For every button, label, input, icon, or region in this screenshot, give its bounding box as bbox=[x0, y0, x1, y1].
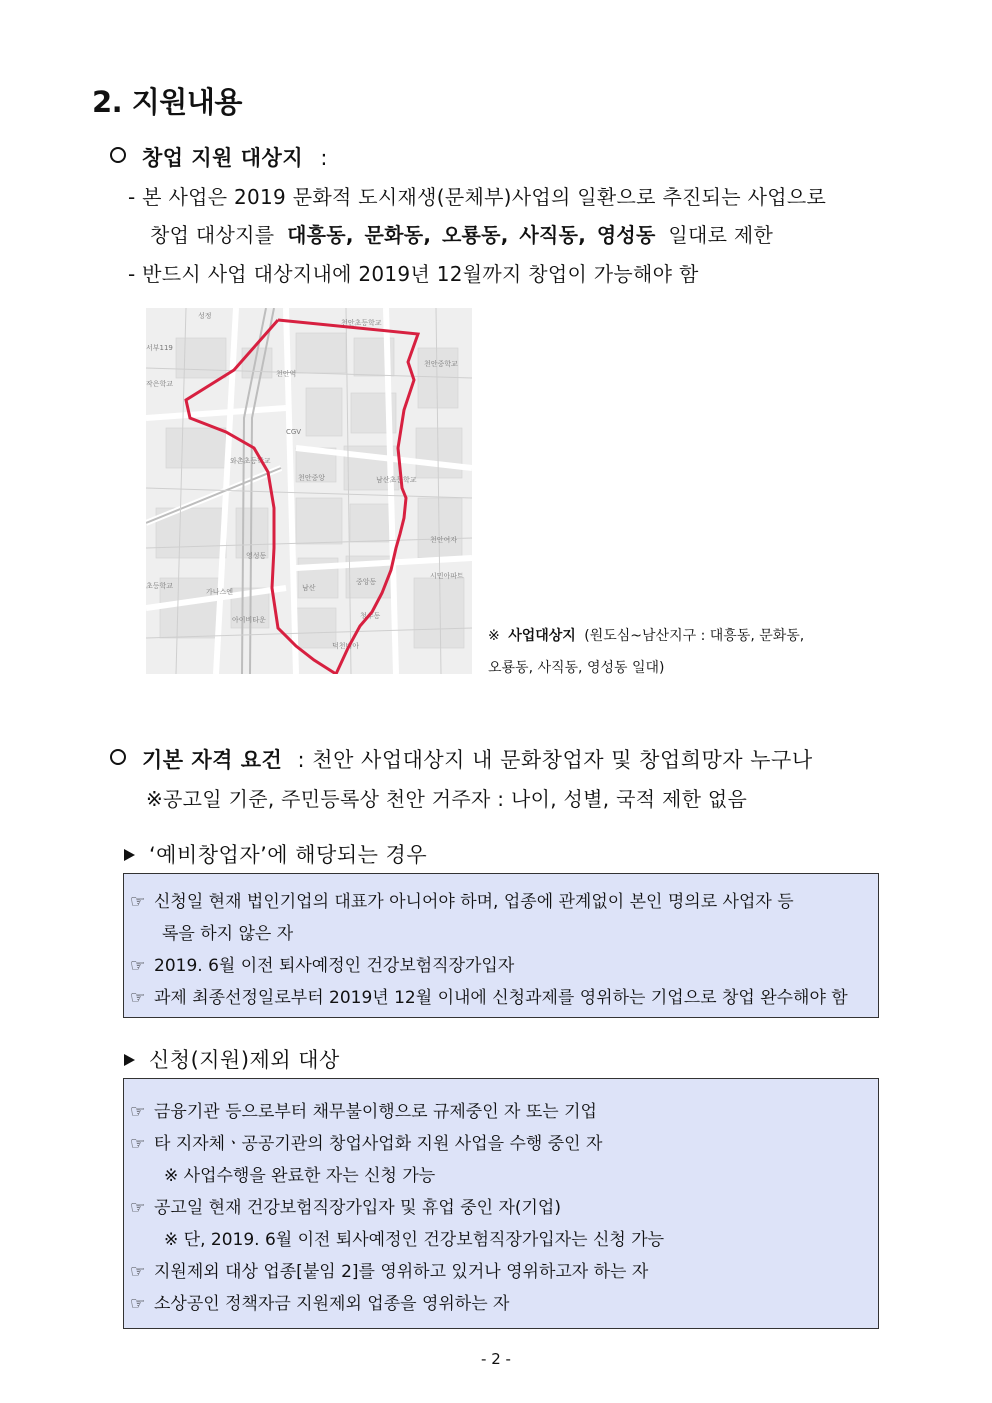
page-number: - 2 - bbox=[481, 1350, 511, 1368]
box-line bbox=[130, 1097, 597, 1122]
pre-founder-box bbox=[123, 873, 879, 1018]
map-label: 천안중앙 bbox=[298, 474, 326, 482]
triangle-bullet-icon bbox=[124, 1054, 135, 1066]
box-line-text: 지원제외 대상 업종[붙임 2]를 영위하고 있거나 영위하고자 하는 자 bbox=[154, 1262, 649, 1282]
eligibility-note: ※공고일 기준, 주민등록상 천안 거주자 : 나이, 성별, 국적 제한 없음 bbox=[146, 787, 748, 811]
box-line bbox=[130, 1129, 602, 1154]
target-line-2 bbox=[150, 219, 773, 248]
map-label: 서부119 bbox=[146, 344, 173, 352]
section-title: 기본 자격 요건 bbox=[142, 748, 283, 772]
caption-rest: (원도심~남산지구 : 대흥동, 문화동, bbox=[584, 628, 805, 644]
sub-heading-text: 신청(지원)제외 대상 bbox=[149, 1048, 340, 1072]
box-line bbox=[130, 951, 514, 976]
pointing-hand-icon: ☞ bbox=[130, 1134, 146, 1154]
section-rest: : 천안 사업대상지 내 문화창업자 및 창업희망자 누구나 bbox=[297, 748, 813, 772]
map-label: 남산 bbox=[302, 584, 316, 592]
circle-bullet-icon bbox=[110, 749, 126, 765]
sub-heading-text: ‘예비창업자’에 해당되는 경우 bbox=[149, 843, 428, 867]
sub-heading-exclusion bbox=[124, 1044, 340, 1074]
box-line: ※ 단, 2019. 6월 이전 퇴사예정인 건강보험직장가입자는 신청 가능 bbox=[164, 1230, 665, 1250]
pointing-hand-icon: ☞ bbox=[130, 1198, 146, 1218]
map-label: 가나스엔 bbox=[206, 588, 234, 596]
map-label: 천안중학교 bbox=[424, 360, 458, 368]
map-label: 아이비타운 bbox=[232, 616, 266, 624]
page-heading: 2. 지원내용 bbox=[92, 85, 242, 119]
box-line bbox=[130, 1289, 509, 1314]
triangle-bullet-icon bbox=[124, 849, 135, 861]
area-name: 사직동, bbox=[519, 223, 587, 247]
pointing-hand-icon: ☞ bbox=[130, 892, 146, 912]
area-name: 오룡동, bbox=[441, 223, 509, 247]
box-line-text: 타 지자체ㆍ공공기관의 창업사업화 지원 사업을 수행 중인 자 bbox=[154, 1134, 603, 1154]
pointing-hand-icon: ☞ bbox=[130, 1262, 146, 1282]
section-colon: : bbox=[320, 146, 328, 170]
pointing-hand-icon: ☞ bbox=[130, 1102, 146, 1122]
caption-bold: 사업대상지 bbox=[508, 628, 576, 644]
box-line bbox=[130, 1193, 561, 1218]
map-label: 천안여자 bbox=[430, 536, 458, 544]
map-label: 남산초등학교 bbox=[376, 476, 417, 484]
section-target-area bbox=[110, 142, 328, 172]
pointing-hand-icon: ☞ bbox=[130, 1294, 146, 1314]
sub-heading-pre-founder bbox=[124, 839, 427, 869]
box-line-text: 공고일 현재 건강보험직장가입자 및 휴업 중인 자(기업) bbox=[154, 1198, 561, 1218]
map-caption-line-1 bbox=[488, 625, 804, 645]
pointing-hand-icon: ☞ bbox=[130, 956, 146, 976]
map-label: 와촌초등학교 bbox=[230, 457, 271, 465]
box-line-text: 과제 최종선정일로부터 2019년 12월 이내에 신청과제를 영위하는 기업으로 창업 완수해야 함 bbox=[154, 988, 848, 1008]
map-label: 영성동 bbox=[246, 552, 267, 560]
map-label: 천안역 bbox=[276, 370, 297, 378]
map-label: 중앙동 bbox=[356, 578, 377, 586]
map-label: 성정 bbox=[198, 312, 212, 320]
box-line: 록을 하지 않은 자 bbox=[162, 924, 294, 944]
area-name: 대흥동, bbox=[287, 223, 354, 247]
target-line-3: - 반드시 사업 대상지내에 2019년 12월까지 창업이 가능해야 함 bbox=[128, 262, 699, 286]
area-name: 영성동 bbox=[596, 223, 656, 247]
circle-bullet-icon bbox=[110, 147, 126, 163]
box-line bbox=[130, 1257, 648, 1282]
target-line-2-prefix: 창업 대상지를 bbox=[150, 223, 275, 247]
map-label: 작은학교 bbox=[146, 380, 174, 388]
map-graphic bbox=[146, 308, 472, 674]
target-line-2-suffix: 일대로 제한 bbox=[668, 223, 774, 247]
box-line bbox=[130, 983, 848, 1008]
map-label: 시민아파트 bbox=[430, 572, 464, 580]
box-line-text: 신청일 현재 법인기업의 대표가 아니어야 하며, 업종에 관계없이 본인 명의로 사업자 등 bbox=[154, 892, 794, 912]
caption-mark: ※ bbox=[488, 628, 500, 644]
target-area-map bbox=[146, 308, 472, 674]
box-line bbox=[130, 887, 794, 912]
section-title: 창업 지원 대상지 bbox=[142, 146, 304, 170]
box-line-text: 소상공인 정책자금 지원제외 업종을 영위하는 자 bbox=[154, 1294, 510, 1314]
pointing-hand-icon: ☞ bbox=[130, 988, 146, 1008]
map-label: 덕천비아 bbox=[332, 642, 360, 650]
box-line-text: 금융기관 등으로부터 채무불이행으로 규제중인 자 또는 기업 bbox=[154, 1102, 597, 1122]
map-label: 청수동 bbox=[360, 612, 381, 620]
exclusion-box bbox=[123, 1078, 879, 1329]
box-line-text: 2019. 6월 이전 퇴사예정인 건강보험직장가입자 bbox=[154, 956, 515, 976]
target-line-1: - 본 사업은 2019 문화적 도시재생(문체부)사업의 일환으로 추진되는 사업으로 bbox=[128, 185, 827, 209]
map-caption-line-2: 오룡동, 사직동, 영성동 일대) bbox=[488, 660, 665, 676]
map-label: 천안초등학교 bbox=[341, 319, 382, 327]
section-eligibility bbox=[110, 744, 813, 774]
box-line: ※ 사업수행을 완료한 자는 신청 가능 bbox=[164, 1166, 436, 1186]
map-label: 초등학교 bbox=[146, 582, 174, 590]
map-label: CGV bbox=[286, 428, 302, 436]
area-name: 문화동, bbox=[364, 223, 432, 247]
